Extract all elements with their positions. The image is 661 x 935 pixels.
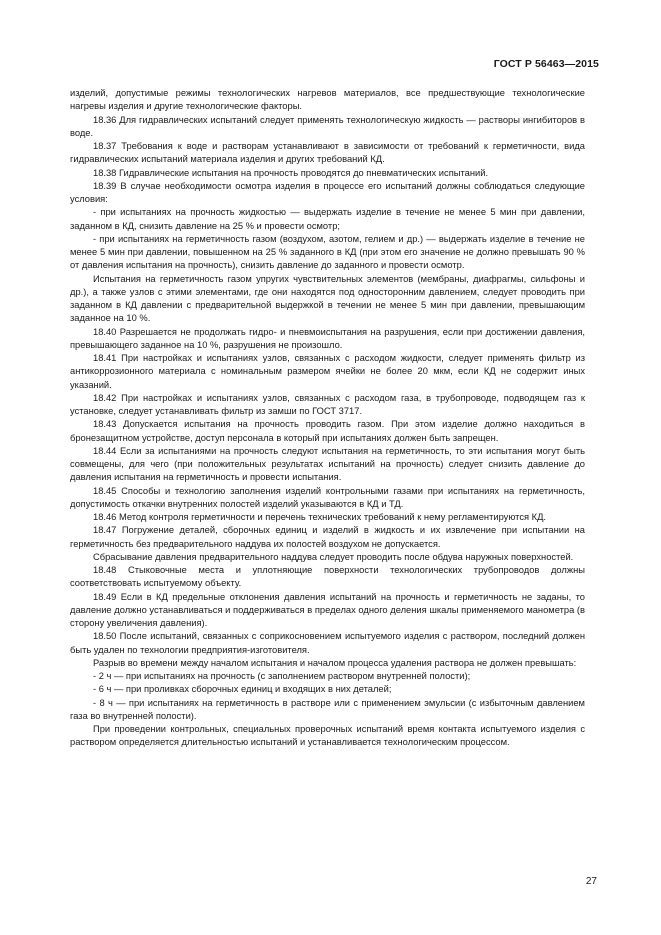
paragraph-18-48: 18.48 Стыковочные места и уплотняющие поверхности технологических трубопроводов должны соответствовать испытуемому объекту. bbox=[70, 565, 585, 589]
paragraph-18-42: 18.42 При настройках и испытаниях узлов, связанных с расходом газа, в трубопроводе, подводящем газ к установке, следует устанавливать фильтр из замши по ГОСТ 3717. bbox=[70, 392, 585, 416]
paragraph-18-45: 18.45 Способы и технологию заполнения изделий контрольными газами при испытаниях на герметичность, допустимость откачки внутренних полостей изделий указываются в КД и ТД. bbox=[70, 485, 585, 509]
paragraph-continuation: изделий, допустимые режимы технологических нагревов материалов, все предшествующие технологические нагревы изделия и другие технологические факторы. bbox=[70, 88, 585, 112]
list-item-strength-test: - при испытаниях на прочность жидкостью — выдержать изделие в течение не менее 5 мин при давлении, заданном в КД, снизить давление на 25 % и провести осмотр; bbox=[70, 207, 585, 231]
paragraph-18-50: 18.50 После испытаний, связанных с соприкосновением испытуемого изделия с раствором, последний должен быть удален по технологии предприятия-изготовителя. bbox=[70, 631, 585, 655]
list-item-2h: - 2 ч — при испытаниях на прочность (с заполнением раствором внутренней полости); bbox=[93, 671, 471, 681]
list-item-6h: - 6 ч — при проливках сборочных единиц и входящих в них деталей; bbox=[93, 684, 392, 695]
paragraph-18-47: 18.47 Погружение деталей, сборочных единиц и изделий в жидкость и их извлечение при испытании на герметичность без предварительного наддува их полостей воздухом не допускается. bbox=[70, 525, 585, 549]
paragraph-18-36: 18.36 Для гидравлических испытаний следует применять технологическую жидкость — растворы ингибиторов в воде. bbox=[70, 114, 585, 138]
paragraph-elastic-elements: Испытания на герметичность газом упругих чувствительных элементов (мембраны, диафрагмы, сильфоны и др.), а также узлов с этими элементами, где они находятся под односторонним давлением, следует проводить при заданном в КД давлении с предварительной выдержкой в течении не менее 5 мин при давлении, превышающим заданное на 10 %. bbox=[70, 273, 585, 324]
list-item-8h: - 8 ч — при испытаниях на герметичность в растворе или с применением эмульсии (с избыточным давлением газа во внутренней полости). bbox=[70, 697, 585, 721]
paragraph-18-41: 18.41 При настройках и испытаниях узлов, связанных с расходом жидкости, следует применять фильтр из антикоррозионного материала с номинальным размером ячейки не более 20 мкм, если КД не содержит иных указаний. bbox=[70, 353, 585, 390]
page-number: 27 bbox=[585, 876, 597, 887]
paragraph-18-40: 18.40 Разрешается не продолжать гидро- и пневмоиспытания на разрушения, если при достижении давления, превышающего заданное на 10 %, разрушения не произошло. bbox=[70, 326, 585, 350]
paragraph-18-39: 18.39 В случае необходимости осмотра изделия в процессе его испытаний должны соблюдаться следующие условия: bbox=[70, 180, 585, 204]
document-code-header: ГОСТ Р 56463—2015 bbox=[493, 58, 599, 70]
paragraph-pressure-release: Сбрасывание давления предварительного наддува следует проводить после обдува наружных поверхностей. bbox=[93, 551, 574, 562]
list-item-tightness-test: - при испытаниях на герметичность газом (воздухом, азотом, гелием и др.) — выдержать изделие в течение не менее 5 мин при давлении, повышенном на 25 % заданного в КД (при этом его значение не должно превышать 90 % от давления испытания на прочность), снизить давление до заданного и провести осмотр. bbox=[70, 233, 585, 271]
paragraph-18-37: 18.37 Требования к воде и растворам устанавливают в зависимости от требований к герметичности, вида гидравлических испытаний материала изделия и других требований КД. bbox=[70, 141, 585, 165]
paragraph-18-46: 18.46 Метод контроля герметичности и перечень технических требований к нему регламентируются КД. bbox=[93, 512, 547, 522]
paragraph-time-gap: Разрыв во времени между началом испытания и началом процесса удаления раствора не должен превышать: bbox=[93, 657, 577, 668]
paragraph-18-38: 18.38 Гидравлические испытания на прочность проводятся до пневматических испытаний. bbox=[93, 167, 489, 178]
paragraph-18-43: 18.43 Допускается испытания на прочность проводить газом. При этом изделие должно находиться в бронезащитном устройстве, доступ персонала в который при испытаниях должен быть запрещен. bbox=[70, 419, 585, 443]
paragraph-contact-time: При проведении контрольных, специальных проверочных испытаний время контакта испытуемого изделия с раствором определяется длительностью испытаний и устанавливается технологическим процессом. bbox=[70, 724, 585, 748]
paragraph-18-44: 18.44 Если за испытаниями на прочность следуют испытания на герметичность, то эти испытания могут быть совмещены, для чего (при положительных результатах испытаний на прочность) следует снизить давление до давления испытания на герметичность и провести испытания. bbox=[70, 445, 585, 483]
paragraph-18-49: 18.49 Если в КД предельные отклонения давления испытаний на прочность и герметичность не заданы, то давление должно устанавливаться и поддерживаться в пределах одного деления шкалы применяемого манометра (в сторону увеличения давления). bbox=[70, 591, 585, 628]
document-body bbox=[70, 87, 585, 750]
